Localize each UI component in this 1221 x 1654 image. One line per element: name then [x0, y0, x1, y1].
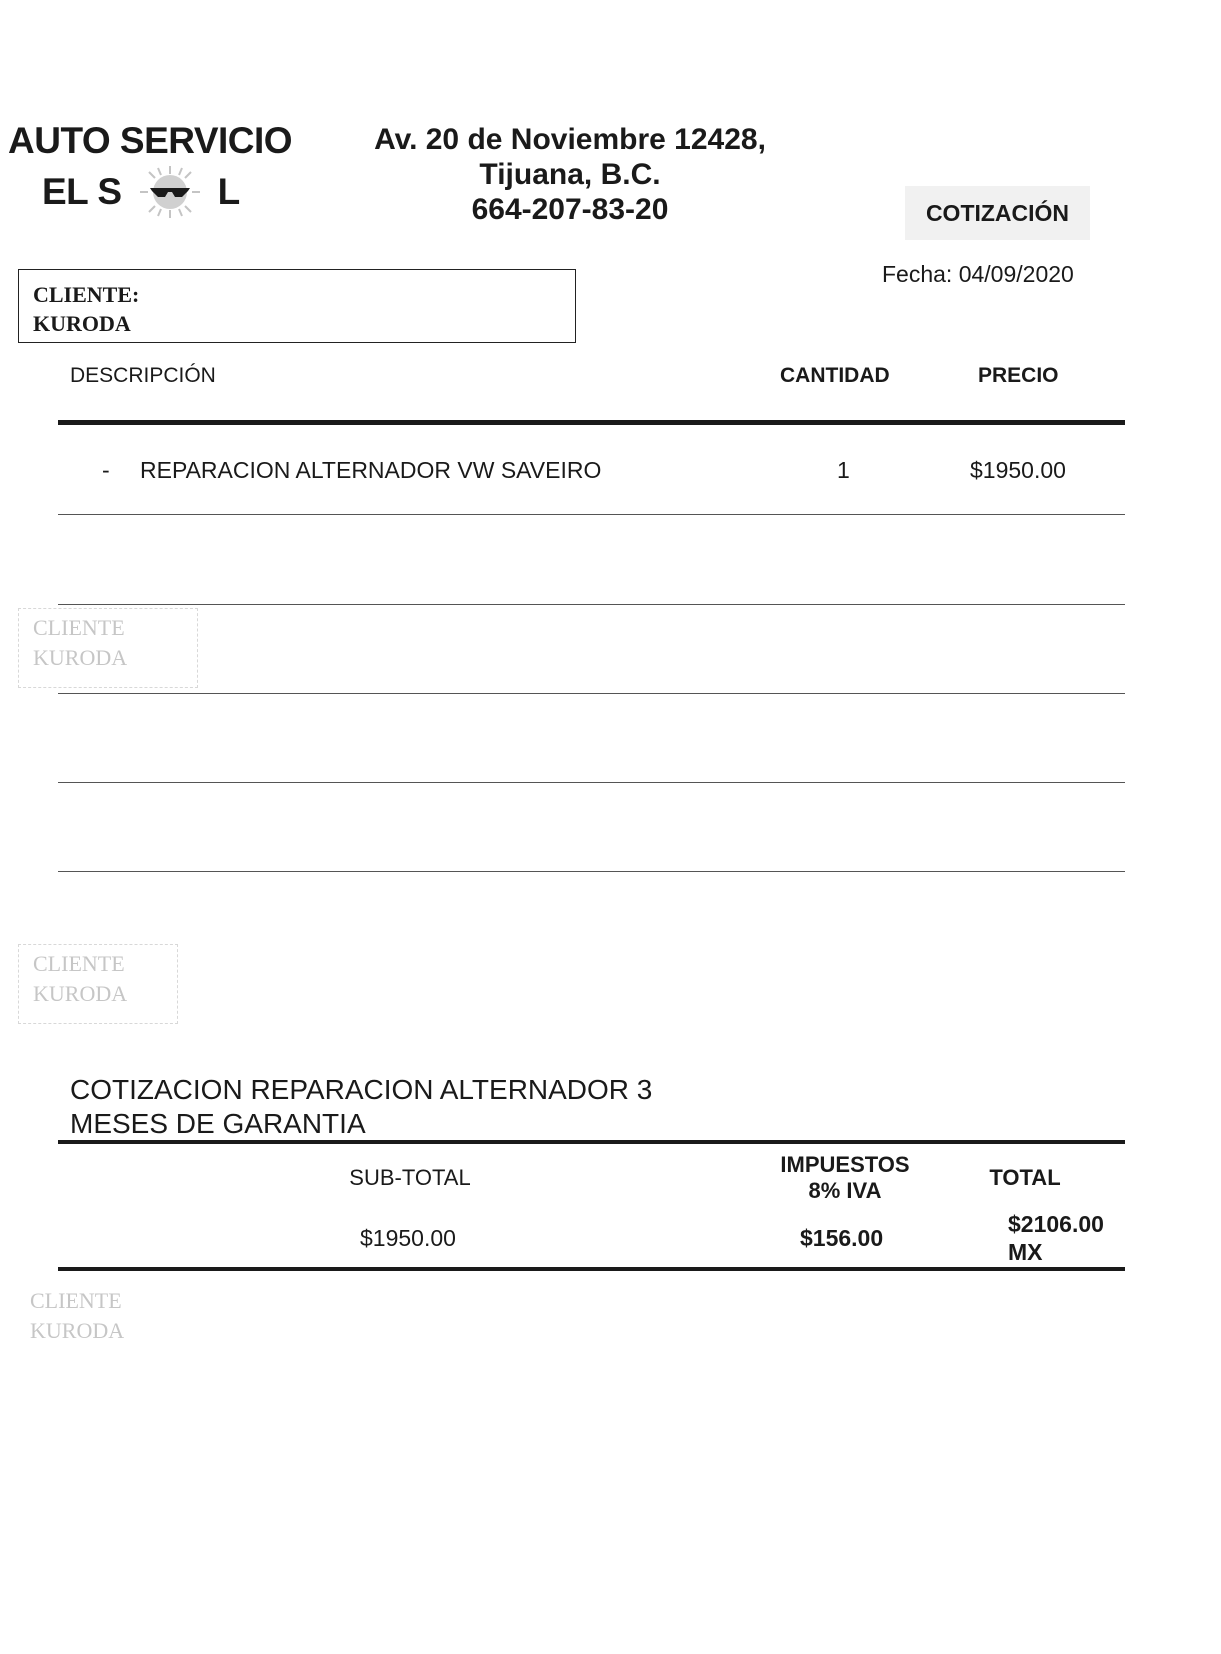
- ghost-client-box: [18, 608, 198, 688]
- row-rule: [58, 693, 1125, 694]
- ghost-client-name: KURODA: [33, 981, 128, 1006]
- client-name: KURODA: [33, 311, 131, 336]
- ghost-client-label: CLIENTE: [30, 1288, 122, 1313]
- totals-top-rule: [58, 1140, 1125, 1144]
- company-name-line2: [8, 164, 292, 220]
- ghost-client-box: [18, 944, 178, 1024]
- total-value: [1008, 1210, 1104, 1266]
- subtotal-value: $1950.00: [360, 1225, 456, 1251]
- taxes-label: [755, 1152, 935, 1204]
- address-line1: Av. 20 de Noviembre 12428,: [374, 123, 766, 156]
- row-rule: [58, 871, 1125, 872]
- ghost-client-name: KURODA: [30, 1318, 125, 1343]
- totals-bottom-rule: [58, 1267, 1125, 1271]
- company-name-line1: AUTO SERVICIO: [8, 120, 293, 161]
- item-prefix: -: [102, 457, 110, 483]
- row-rule: [58, 604, 1125, 605]
- total-label: TOTAL: [989, 1165, 1061, 1190]
- item-quantity: 1: [837, 457, 850, 483]
- table-header-rule: [58, 420, 1125, 425]
- taxes-value: $156.00: [800, 1225, 884, 1251]
- client-label: CLIENTE:: [33, 282, 140, 307]
- company-name: [8, 118, 292, 220]
- total-value-currency: MX: [1008, 1239, 1043, 1265]
- company-name-part1: EL S: [42, 171, 122, 212]
- company-name-part2: L: [217, 171, 240, 212]
- header-cantidad: CANTIDAD: [780, 364, 890, 387]
- quote-note: [70, 1073, 652, 1141]
- quote-note-line2: MESES DE GARANTIA: [70, 1108, 366, 1139]
- row-rule: [58, 782, 1125, 783]
- item-description: REPARACION ALTERNADOR VW SAVEIRO: [140, 457, 602, 483]
- subtotal-label: SUB-TOTAL: [349, 1165, 471, 1190]
- header-descripcion: DESCRIPCIÓN: [70, 364, 216, 387]
- item-price: $1950.00: [970, 457, 1066, 483]
- row-rule: [58, 514, 1125, 515]
- document-date: Fecha: 04/09/2020: [882, 261, 1074, 287]
- total-value-amount: $2106.00: [1008, 1211, 1104, 1237]
- ghost-client-label: CLIENTE: [33, 951, 125, 976]
- ghost-client-block: [30, 1286, 124, 1346]
- quote-note-line1: COTIZACION REPARACION ALTERNADOR 3: [70, 1074, 653, 1105]
- taxes-label-line1: IMPUESTOS: [780, 1152, 910, 1177]
- address-line2: Tijuana, B.C.: [479, 158, 661, 191]
- document-type-label: COTIZACIÓN: [905, 186, 1090, 240]
- company-address: [300, 122, 840, 227]
- taxes-label-line2: 8% IVA: [808, 1178, 882, 1203]
- ghost-client-label: CLIENTE: [33, 615, 125, 640]
- client-box: [18, 269, 576, 343]
- sun-sunglasses-icon: [122, 164, 218, 220]
- company-phone: 664-207-83-20: [471, 193, 669, 226]
- ghost-client-name: KURODA: [33, 645, 128, 670]
- header-precio: PRECIO: [978, 364, 1059, 387]
